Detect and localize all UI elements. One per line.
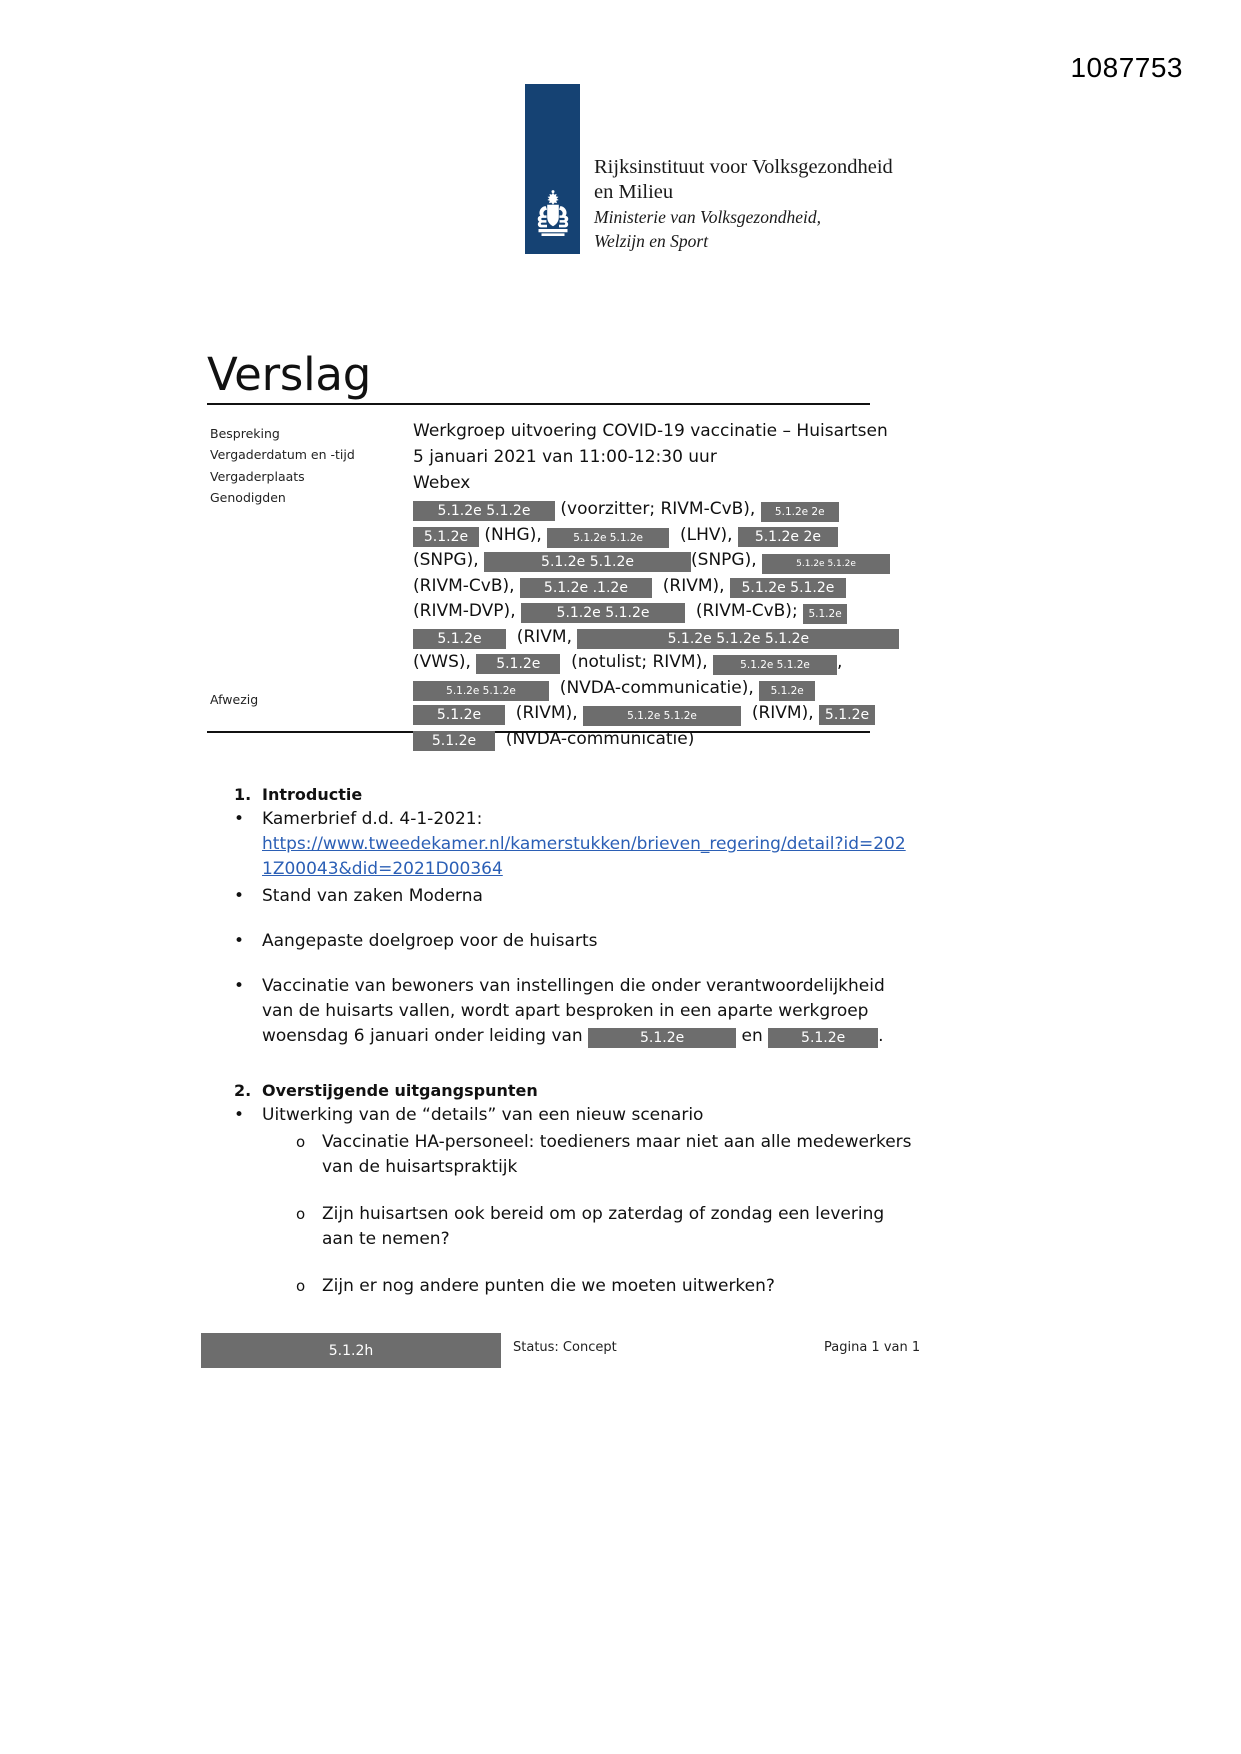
redaction-block: 5.1.2e 5.1.2e xyxy=(521,603,685,623)
bullet-text: Aangepaste doelgroep voor de huisarts xyxy=(262,931,598,951)
genodigden-text: (RIVM), xyxy=(651,575,730,596)
redaction-block: 5.1.2e xyxy=(759,681,815,701)
bullet-marker: • xyxy=(234,976,245,996)
section-heading xyxy=(234,785,914,804)
section-number: 1. xyxy=(234,785,252,804)
document-number: 1087753 xyxy=(1070,52,1183,83)
genodigden-line xyxy=(413,625,883,651)
genodigden-line xyxy=(413,676,883,702)
genodigden-line xyxy=(413,497,883,523)
redaction-block: 5.1.2e 5.1.2e xyxy=(413,681,549,701)
footer-status: Status: Concept xyxy=(513,1340,617,1355)
redaction-block: 5.1.2e 5.1.2e xyxy=(583,706,741,726)
genodigden-text: (RIVM-CvB), xyxy=(413,575,520,596)
genodigden-text: (RIVM), xyxy=(741,703,820,723)
redaction-block: 5.1.2e 2e xyxy=(738,527,838,547)
section-spacer xyxy=(234,1051,914,1081)
bullet-marker: • xyxy=(234,809,245,829)
redaction-block: 5.1.2e 5.1.2e xyxy=(730,578,846,598)
logo-line-3: Ministerie van Volksgezondheid, xyxy=(594,207,821,228)
redaction-block: 5.1.2e xyxy=(819,705,875,725)
genodigden-line xyxy=(413,650,883,676)
bullet-item xyxy=(234,1103,914,1128)
bullet-text: Uitwerking van de “details” van een nieuw scenario xyxy=(262,1105,704,1125)
meta-value-vergaderplaats: Webex xyxy=(413,473,471,493)
genodigden-text: (notulist; RIVM), xyxy=(560,652,714,672)
footer-redaction-badge: 5.1.2h xyxy=(201,1333,501,1368)
bullet-item xyxy=(234,807,914,882)
sub-bullet-item xyxy=(296,1202,914,1252)
redaction-block: 5.1.2e xyxy=(413,731,495,751)
sub-bullet-text: Zijn huisartsen ook bereid om op zaterdag of zondag een levering aan te nemen? xyxy=(322,1204,885,1249)
logo-blue-bar xyxy=(525,84,580,254)
meta-label-vergaderplaats: Vergaderplaats xyxy=(210,468,305,484)
meta-label-column xyxy=(210,423,400,508)
item-spacer xyxy=(234,911,914,929)
sub-bullet-marker: o xyxy=(296,1205,306,1223)
genodigden-text: (voorzitter; RIVM-CvB), xyxy=(555,499,761,519)
kamerbrief-link[interactable]: https://www.tweedekamer.nl/kamerstukken/brieven_regering/detail?id=2021Z00043&did=2021D00364 xyxy=(262,834,906,879)
redaction-block: 5.1.2e 5.1.2e xyxy=(413,501,555,521)
bullet-item xyxy=(234,974,914,1049)
bullet-marker: • xyxy=(234,1105,245,1125)
genodigden-text: (RIVM), xyxy=(505,703,584,723)
genodigden-text: (NVDA-communicatie) xyxy=(495,728,695,749)
bullet-marker: • xyxy=(234,931,245,951)
meta-label-vergaderdatum: Vergaderdatum en -tijd xyxy=(210,447,355,463)
rijksoverheid-logo xyxy=(525,84,893,254)
subitem-spacer xyxy=(234,1254,914,1274)
redaction-block: 5.1.2e xyxy=(768,1028,878,1048)
bullet-item xyxy=(234,884,914,909)
genodigden-line xyxy=(413,574,883,600)
genodigden-text: (LHV), xyxy=(669,524,738,545)
genodigden-text: (NVDA-communicatie), xyxy=(549,677,760,698)
meta-value-genodigden xyxy=(413,497,883,752)
genodigden-line xyxy=(413,701,883,727)
netherlands-coat-of-arms-icon xyxy=(531,190,575,242)
meta-value-bespreking: Werkgroep uitvoering COVID-19 vaccinatie – Huisartsen xyxy=(413,421,888,441)
redaction-block: 5.1.2e .1.2e xyxy=(520,578,652,598)
genodigden-text: (NHG), xyxy=(479,524,548,545)
sub-bullet-item xyxy=(296,1274,914,1299)
bullet-text: Stand van zaken Moderna xyxy=(262,886,483,906)
meta-value-column xyxy=(413,418,888,752)
genodigden-line xyxy=(413,548,883,574)
logo-line-2: en Milieu xyxy=(594,181,674,204)
section-title: Introductie xyxy=(262,785,363,804)
logo-line-1: Rijksinstituut voor Volksgezondheid xyxy=(594,156,893,179)
redaction-block: 5.1.2e 5.1.2e xyxy=(484,552,691,572)
redaction-block: 5.1.2e xyxy=(588,1028,736,1048)
document-body xyxy=(234,785,914,1301)
header-rule-top xyxy=(207,403,870,405)
genodigden-line xyxy=(413,523,883,549)
genodigden-line xyxy=(413,599,883,625)
genodigden-text: (SNPG), xyxy=(691,550,763,570)
bullet-item xyxy=(234,929,914,954)
page-title: Verslag xyxy=(207,348,372,401)
subitem-spacer xyxy=(234,1182,914,1202)
item-spacer xyxy=(234,956,914,974)
footer-page-number: Pagina 1 van 1 xyxy=(824,1340,921,1355)
meta-label-afwezig: Afwezig xyxy=(210,692,259,707)
section-heading xyxy=(234,1081,914,1100)
genodigden-text: (SNPG), xyxy=(413,550,485,570)
redaction-block: 5.1.2e xyxy=(413,705,505,725)
genodigden-line xyxy=(413,727,883,753)
redaction-block: 5.1.2e xyxy=(413,527,479,547)
logo-line-4: Welzijn en Sport xyxy=(594,230,709,251)
redaction-block: 5.1.2e xyxy=(413,629,506,649)
sub-bullet-text: Vaccinatie HA-personeel: toedieners maar niet aan alle medewerkers van de huisartspraktijk xyxy=(322,1132,912,1177)
redaction-block: 5.1.2e 5.1.2e xyxy=(713,655,837,675)
genodigden-text: , xyxy=(837,652,843,672)
meta-value-vergaderdatum: 5 januari 2021 van 11:00-12:30 uur xyxy=(413,447,717,467)
sub-bullet-text: Zijn er nog andere punten die we moeten uitwerken? xyxy=(322,1276,775,1296)
redaction-block: 5.1.2e 5.1.2e 5.1.2e xyxy=(577,629,899,649)
meta-label-genodigden: Genodigden xyxy=(210,489,286,505)
bullet-text: Vaccinatie van bewoners van instellingen die onder verantwoordelijkheid van de huisarts vallen, wordt apart besproken in een aparte werkgroep woensdag 6 januari onder leiding van 5.1.2e en 5.1.2e . xyxy=(262,976,885,1046)
genodigden-text: (RIVM-CvB); xyxy=(685,601,804,621)
genodigden-text: (RIVM, xyxy=(506,626,578,647)
sub-bullet-marker: o xyxy=(296,1133,306,1151)
genodigden-text: (RIVM-DVP), xyxy=(413,601,522,621)
section-number: 2. xyxy=(234,1081,252,1100)
section-title: Overstijgende uitgangspunten xyxy=(262,1081,538,1100)
meta-label-bespreking: Bespreking xyxy=(210,426,280,441)
genodigden-text: (VWS), xyxy=(413,652,477,672)
bullet-text: Kamerbrief d.d. 4-1-2021: https://www.tweedekamer.nl/kamerstukken/brieven_regering/detail?id=2021Z00043&did=2021D00364 xyxy=(262,809,906,879)
bullet-marker: • xyxy=(234,886,245,906)
redaction-block: 5.1.2e 2e xyxy=(761,502,839,522)
sub-bullet-item xyxy=(296,1130,914,1180)
redaction-block: 5.1.2e xyxy=(476,654,560,674)
redaction-block: 5.1.2e 5.1.2e xyxy=(547,528,669,548)
redaction-block: 5.1.2e xyxy=(803,604,847,624)
sub-bullet-marker: o xyxy=(296,1277,306,1295)
logo-text-block xyxy=(594,155,893,254)
redaction-block: 5.1.2e 5.1.2e xyxy=(762,554,890,574)
